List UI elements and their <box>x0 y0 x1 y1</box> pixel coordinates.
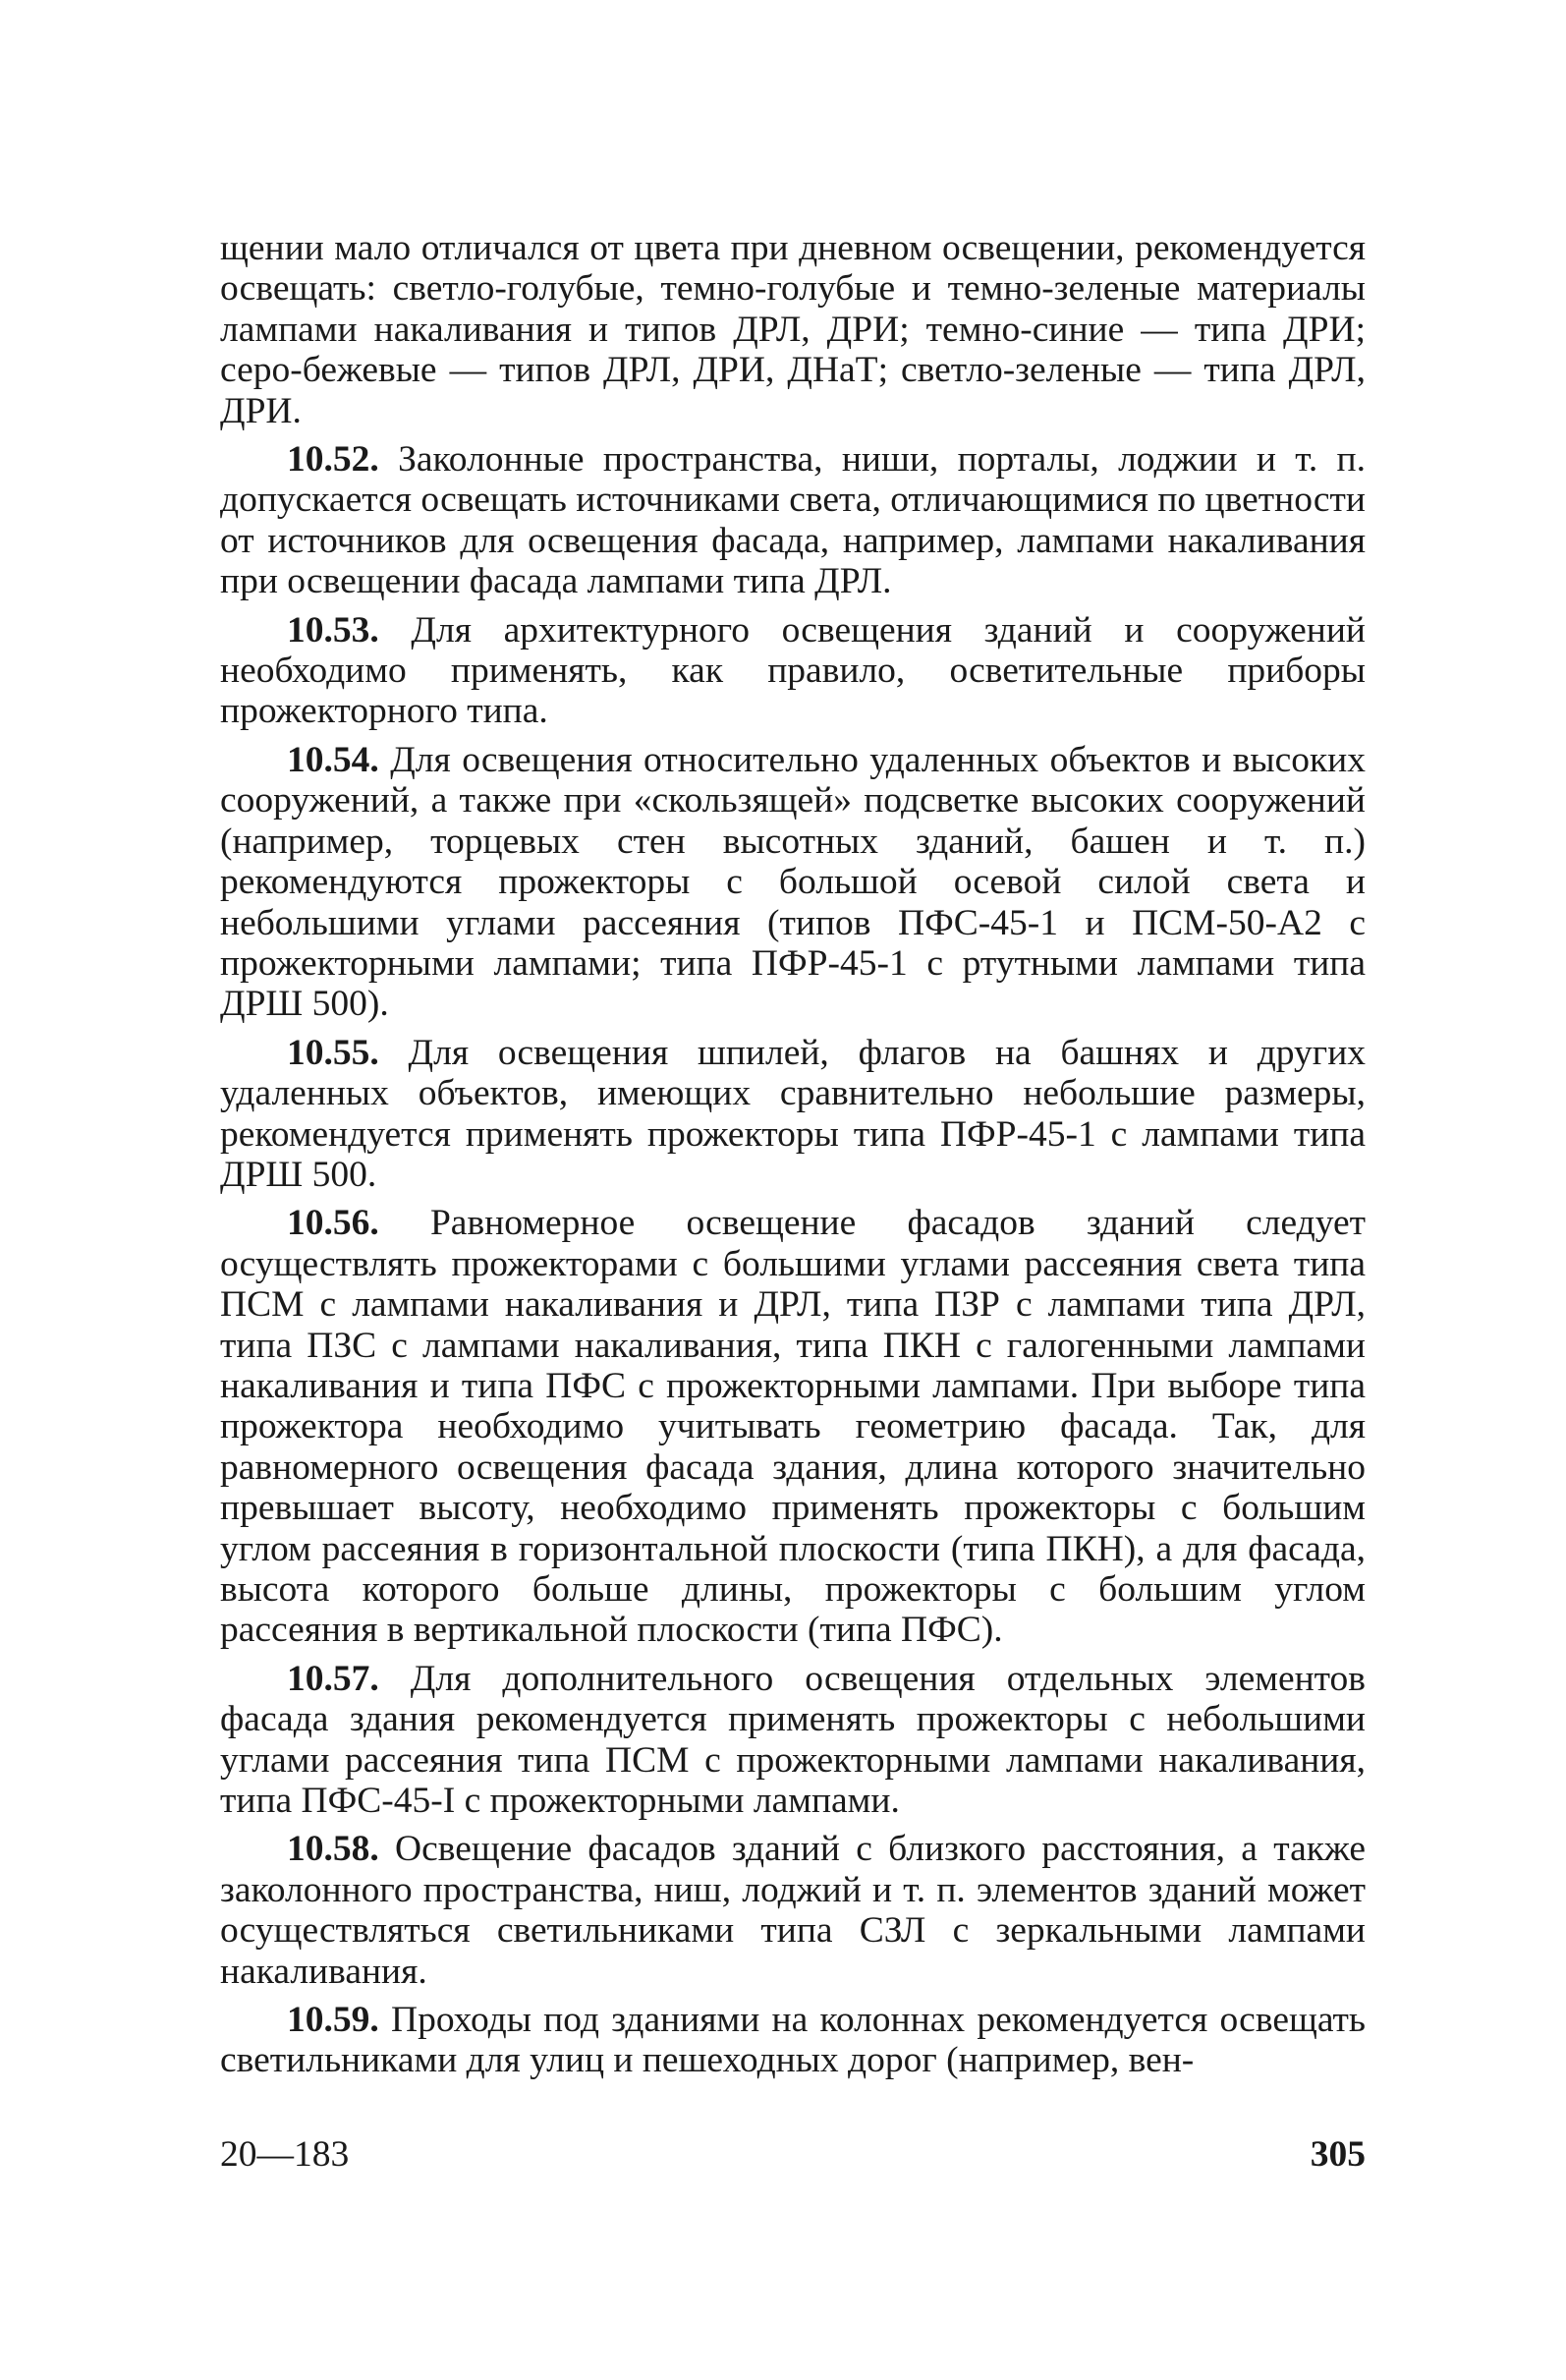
section-10-57 <box>220 1659 1366 1822</box>
section-10-55 <box>220 1033 1366 1196</box>
section-text: Для освещения относительно удаленных объектов и высоких сооружений, а также при «скользящей» подсветке высоких сооружений (например, торцевых стен высотных зданий, башен и т. п.) рекомендуются прожекторы с большой осевой силой света и небольшими углами рассеяния (типов ПФС-45-1 и ПСМ-50-А2 с прожекторными лампами; типа ПФР-45-1 с ртутными лампами типа ДРШ 500). <box>220 739 1366 1025</box>
section-10-52 <box>220 439 1366 602</box>
section-text: Для дополнительного освещения отдельных элементов фасада здания рекомендуется применять прожекторы с небольшими углами рассеяния типа ПСМ с прожекторными лампами накаливания, типа ПФС-45-I с прожекторными лампами. <box>220 1658 1367 1822</box>
section-text: Освещение фасадов зданий с близкого расстояния, а также заколонного пространства, ниш, лоджий и т. п. элементов зданий может осуществляться светильниками типа СЗЛ с зеркальными лампами накаливания. <box>220 1829 1366 1992</box>
section-10-54 <box>220 740 1366 1025</box>
section-text: Равномерное освещение фасадов зданий следует осуществлять прожекторами с большими углами рассеяния света типа ПСМ с лампами накаливания и ДРЛ, типа ПЗР с лампами типа ДРЛ, типа ПЗС с лампами накаливания, типа ПКН с галогенными лампами накаливания и типа ПФС с прожекторными лампами. При выборе типа прожектора необходимо учитывать геометрию фасада. Так, для равномерного освещения фасада здания, длина которого значительно превышает высоту, необходимо применять прожекторы с большим углом рассеяния в горизонтальной плоскости (типа ПКН), а для фасада, высота которого больше длины, прожекторы с большим углом рассеяния в вертикальной плоскости (типа ПФС). <box>220 1203 1367 1651</box>
printer-signature: 20—183 <box>220 2134 350 2175</box>
section-text: Проходы под зданиями на колоннах рекомендуется освещать светильниками для улиц и пешеходных дорог (например, вен- <box>220 2000 1366 2081</box>
section-number: 10.59. <box>287 2000 379 2041</box>
section-number: 10.57. <box>287 1658 379 1699</box>
section-number: 10.58. <box>287 1829 379 1870</box>
body-text <box>220 228 1366 2081</box>
section-number: 10.56. <box>287 1203 379 1244</box>
section-text: Для освещения шпилей, флагов на башнях и других удаленных объектов, имеющих сравнительно небольшие размеры, рекомендуется применять прожекторы типа ПФР-45-1 с лампами типа ДРШ 500. <box>220 1032 1367 1195</box>
section-number: 10.52. <box>287 439 379 481</box>
section-10-59 <box>220 2000 1366 2081</box>
section-10-58 <box>220 1829 1366 1992</box>
section-10-56 <box>220 1203 1366 1650</box>
page-number: 305 <box>1310 2134 1366 2175</box>
section-number: 10.54. <box>287 739 379 780</box>
intro-paragraph: щении мало отличался от цвета при дневном освещении, рекомендуется освещать: светло-голубые, темно-голубые и темно-зеленые материалы лампами накаливания и типов ДРЛ, ДРИ; темно-синие — типа ДРИ; серо-бежевые — типов ДРЛ, ДРИ, ДНаТ; светло-зеленые — типа ДРЛ, ДРИ. <box>220 228 1366 431</box>
section-number: 10.53. <box>287 609 379 651</box>
section-text: Для архитектурного освещения зданий и сооружений необходимо применять, как правило, осветительные приборы прожекторного типа. <box>220 609 1366 732</box>
section-number: 10.55. <box>287 1032 379 1073</box>
section-text: Заколонные пространства, ниши, порталы, лоджии и т. п. допускается освещать источниками света, отличающимися по цветности от источников для освещения фасада, например, лампами накаливания при освещении фасада лампами типа ДРЛ. <box>220 439 1366 602</box>
section-10-53 <box>220 610 1366 732</box>
